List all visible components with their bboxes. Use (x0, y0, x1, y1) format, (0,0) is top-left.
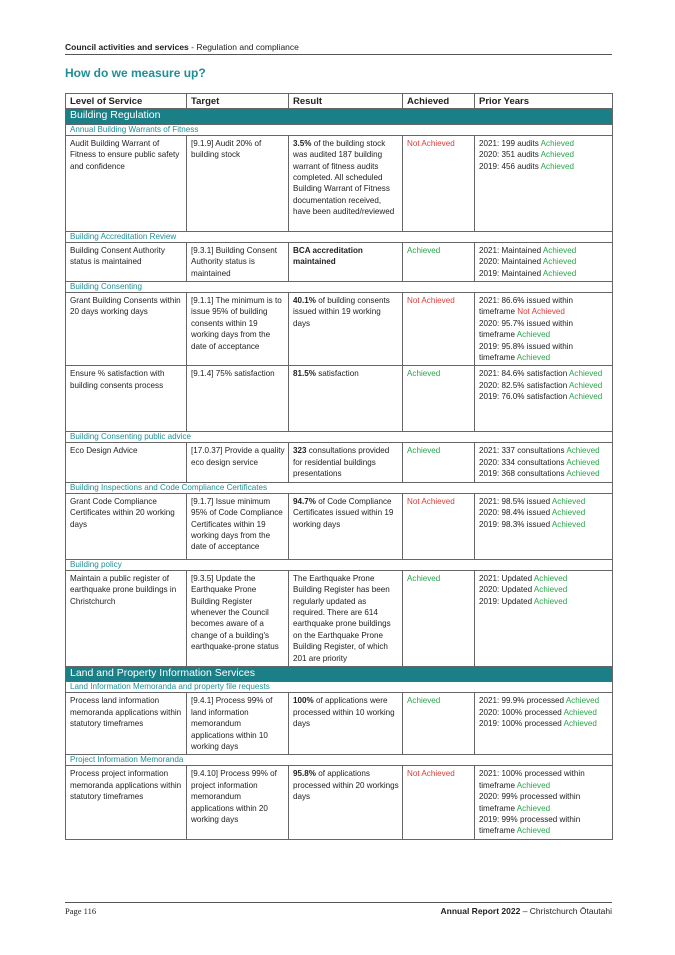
prior-year-status: Achieved (563, 719, 597, 729)
table-row (66, 135, 613, 231)
prior-year-line (479, 295, 609, 318)
prior-year-text: 2020: 100% processed (479, 707, 564, 717)
level-of-service-cell: Audit Building Warrant of Fitness to ensure public safety and confidence (66, 135, 187, 231)
prior-year-text: 2021: 98.5% issued (479, 496, 552, 506)
prior-year-line (479, 318, 609, 341)
result-text: satisfaction (315, 369, 359, 379)
prior-year-text: 2020: 99% processed within timeframe (479, 792, 581, 813)
table-row (66, 242, 613, 281)
group-row (66, 755, 613, 766)
prior-year-status: Achieved (566, 446, 600, 456)
table-row (66, 293, 613, 366)
prior-year-line (479, 507, 609, 518)
result-highlight: 95.8% (293, 769, 316, 779)
prior-year-text: 2019: 76.0% satisfaction (479, 392, 569, 402)
table-row (66, 366, 613, 432)
result-highlight: 94.7% (293, 496, 316, 506)
target-cell: [9.1.1] The minimum is to issue 95% of building consents within 19 working days from the date of acceptance (187, 293, 289, 366)
result-cell (289, 493, 403, 559)
result-text: of Code Compliance Certificates issued within 19 working days (293, 496, 394, 529)
level-of-service-cell: Building Consent Authority status is maintained (66, 242, 187, 281)
result-text: consultations provided for residential buildings presentations (293, 446, 390, 479)
table-row (66, 766, 613, 839)
col-header: Target (187, 94, 289, 109)
prior-years-cell (475, 366, 613, 432)
prior-year-text: 2021: 337 consultations (479, 446, 567, 456)
result-cell (289, 570, 403, 666)
achieved-cell: Not Achieved (403, 135, 475, 231)
prior-year-text: 2020: 95.7% issued within timeframe (479, 318, 574, 340)
header-subsection: - Regulation and compliance (188, 42, 299, 52)
achieved-cell: Not Achieved (403, 766, 475, 839)
target-cell: [9.1.4] 75% satisfaction (187, 366, 289, 432)
prior-year-text: 2021: 199 audits (479, 138, 541, 148)
prior-year-line (479, 268, 609, 279)
prior-years-cell (475, 693, 613, 755)
prior-year-status: Achieved (542, 257, 577, 267)
result-cell (289, 693, 403, 755)
target-cell: [9.4.1] Process 99% of land information memorandum applications within 10 working days (187, 693, 289, 755)
target-cell: [9.1.7] Issue minimum 95% of Code Compliance Certificates within 19 working days from the date of acceptance (187, 493, 289, 559)
prior-year-line (479, 161, 609, 172)
prior-year-line (479, 256, 609, 267)
group-row (66, 482, 613, 493)
prior-year-line (479, 814, 609, 837)
service-levels-table (65, 93, 613, 840)
result-highlight: 40.1% (293, 296, 316, 306)
prior-year-text: 2019: 456 audits (479, 161, 541, 171)
prior-year-line (479, 341, 609, 364)
group-title: Building policy (66, 559, 613, 570)
achieved-cell: Achieved (403, 366, 475, 432)
prior-year-line (479, 138, 609, 149)
prior-years-cell (475, 493, 613, 559)
prior-year-text: 2021: 84.6% satisfaction (479, 369, 569, 379)
col-header: Level of Service (66, 94, 187, 109)
prior-year-status: Achieved (533, 573, 568, 583)
prior-year-status: Achieved (540, 150, 574, 160)
prior-year-status: Achieved (540, 161, 574, 171)
prior-year-text: 2020: 82.5% satisfaction (479, 380, 569, 390)
prior-year-status: Achieved (569, 380, 603, 390)
prior-year-text: 2021: Maintained (479, 245, 543, 255)
prior-year-line (479, 149, 609, 160)
prior-year-line (479, 791, 609, 814)
achieved-cell: Achieved (403, 242, 475, 281)
prior-year-text: 2019: 95.8% issued within timeframe (479, 341, 574, 363)
prior-year-status: Not Achieved (517, 307, 565, 317)
prior-year-line (479, 368, 609, 379)
col-header: Result (289, 94, 403, 109)
prior-year-line (479, 468, 609, 479)
prior-year-text: 2020: Updated (479, 585, 534, 595)
target-cell: [9.3.1] Building Consent Authority status is maintained (187, 242, 289, 281)
report-title (441, 906, 612, 916)
prior-year-status: Achieved (516, 826, 551, 836)
achieved-cell: Not Achieved (403, 293, 475, 366)
group-row (66, 682, 613, 693)
result-cell (289, 366, 403, 432)
group-title: Land Information Memoranda and property file requests (66, 682, 613, 693)
level-of-service-cell: Grant Building Consents within 20 days working days (66, 293, 187, 366)
prior-year-line (479, 445, 609, 456)
result-text: of building consents issued within 19 working days (293, 296, 390, 328)
col-header: Achieved (403, 94, 475, 109)
achieved-cell: Achieved (403, 570, 475, 666)
prior-year-text: 2019: Maintained (479, 268, 543, 278)
prior-year-status: Achieved (565, 696, 600, 706)
prior-year-status: Achieved (569, 369, 603, 379)
prior-year-status: Achieved (516, 780, 551, 790)
header-section: Council activities and services (65, 42, 189, 52)
prior-year-line (479, 695, 609, 706)
prior-year-status: Achieved (542, 245, 577, 255)
level-of-service-cell: Ensure % satisfaction with building consents process (66, 366, 187, 432)
running-header (65, 42, 299, 52)
prior-year-line (479, 573, 609, 584)
prior-year-status: Achieved (516, 353, 551, 363)
achieved-cell: Achieved (403, 693, 475, 755)
section-row (66, 109, 613, 124)
prior-year-line (479, 718, 609, 729)
prior-year-line (479, 391, 609, 402)
prior-year-status: Achieved (516, 803, 551, 813)
prior-year-text: 2019: 368 consultations (479, 469, 567, 479)
prior-years-cell (475, 570, 613, 666)
prior-year-text: 2020: Maintained (479, 257, 543, 267)
target-cell: [9.3.5] Update the Earthquake Prone Building Register whenever the Council becomes aware of a change of a building's earthquake-prone status (187, 570, 289, 666)
prior-year-status: Achieved (566, 469, 600, 479)
result-cell (289, 242, 403, 281)
prior-year-status: Achieved (551, 519, 586, 529)
prior-year-text: 2020: 334 consultations (479, 457, 567, 467)
group-title: Building Inspections and Code Compliance Certificates (66, 482, 613, 493)
result-text: The Earthquake Prone Building Register has been regularly updated as required. There are 614 earthquake prone buildings on the Earthquake Prone Building Register, of which 201 are priority (293, 573, 391, 663)
level-of-service-cell: Process land information memoranda applications within statutory timeframes (66, 693, 187, 755)
table-row (66, 493, 613, 559)
prior-year-status: Achieved (542, 268, 577, 278)
section-row (66, 666, 613, 681)
report-place: – Christchurch Ōtautahi (520, 906, 612, 916)
prior-year-text: 2021: 100% processed within timeframe (479, 769, 585, 790)
prior-year-status: Achieved (563, 707, 597, 717)
table-row (66, 693, 613, 755)
prior-year-status: Achieved (533, 585, 568, 595)
prior-year-line (479, 596, 609, 607)
prior-year-text: 2019: 98.3% issued (479, 519, 552, 529)
table-header-row (66, 94, 613, 109)
target-cell: [9.4.10] Process 99% of project information memorandum applications within 20 working days (187, 766, 289, 839)
result-highlight: 3.5% (293, 138, 312, 148)
prior-year-line (479, 768, 609, 791)
report-name: Annual Report 2022 (440, 906, 521, 916)
prior-year-status: Achieved (516, 330, 551, 340)
level-of-service-cell: Eco Design Advice (66, 443, 187, 482)
result-highlight: BCA accreditation maintained (293, 245, 363, 267)
prior-years-cell (475, 135, 613, 231)
table-row (66, 443, 613, 482)
header-rule (65, 54, 612, 55)
prior-year-line (479, 519, 609, 530)
section-title: Land and Property Information Services (66, 666, 613, 681)
page-title: How do we measure up? (65, 66, 206, 80)
result-text: of the building stock was audited 187 building warrant of fitness audits completed. All scheduled Building Warrant of Fitness documentation received, have been audited/reviewed (293, 138, 395, 217)
result-highlight: 323 (293, 446, 307, 456)
group-row (66, 282, 613, 293)
group-row (66, 432, 613, 443)
prior-year-line (479, 707, 609, 718)
page-number: Page 116 (65, 906, 97, 916)
prior-year-text: 2021: Updated (479, 573, 534, 583)
col-header: Prior Years (475, 94, 613, 109)
prior-year-status: Achieved (551, 508, 586, 518)
result-cell (289, 135, 403, 231)
prior-year-status: Achieved (540, 138, 574, 148)
section-title: Building Regulation (66, 109, 613, 124)
prior-year-text: 2020: 351 audits (479, 150, 541, 160)
prior-year-line (479, 457, 609, 468)
result-text: of applications were processed within 10 working days (293, 696, 395, 729)
target-cell: [9.1.9] Audit 20% of building stock (187, 135, 289, 231)
prior-year-text: 2021: 86.6% issued within timeframe (479, 296, 574, 317)
prior-year-status: Achieved (566, 457, 600, 467)
prior-year-status: Achieved (551, 496, 586, 506)
group-row (66, 231, 613, 242)
prior-year-status: Achieved (533, 596, 568, 606)
prior-year-text: 2019: 100% processed (479, 719, 564, 729)
prior-year-text: 2019: 99% processed within timeframe (479, 815, 581, 836)
target-cell: [17.0.37] Provide a quality eco design service (187, 443, 289, 482)
result-highlight: 100% (293, 696, 314, 706)
prior-year-line (479, 380, 609, 391)
prior-years-cell (475, 293, 613, 366)
prior-year-line (479, 245, 609, 256)
level-of-service-cell: Grant Code Compliance Certificates within 20 working days (66, 493, 187, 559)
prior-year-line (479, 584, 609, 595)
footer-rule (65, 902, 612, 903)
level-of-service-cell: Maintain a public register of earthquake prone buildings in Christchurch (66, 570, 187, 666)
achieved-cell: Achieved (403, 443, 475, 482)
prior-year-text: 2021: 99.9% processed (479, 696, 566, 706)
group-title: Annual Building Warrants of Fitness (66, 124, 613, 135)
achieved-cell: Not Achieved (403, 493, 475, 559)
prior-year-text: 2019: Updated (479, 596, 534, 606)
prior-year-status: Achieved (569, 392, 603, 402)
group-title: Project Information Memoranda (66, 755, 613, 766)
prior-years-cell (475, 242, 613, 281)
table-body (66, 109, 613, 839)
group-title: Building Consenting public advice (66, 432, 613, 443)
result-cell (289, 766, 403, 839)
prior-years-cell (475, 443, 613, 482)
prior-year-line (479, 496, 609, 507)
result-highlight: 81.5% (293, 369, 316, 379)
table-row (66, 570, 613, 666)
group-row (66, 124, 613, 135)
group-title: Building Consenting (66, 282, 613, 293)
result-text: of applications processed within 20 workings days (293, 769, 399, 802)
group-title: Building Accreditation Review (66, 231, 613, 242)
result-cell (289, 293, 403, 366)
group-row (66, 559, 613, 570)
prior-years-cell (475, 766, 613, 839)
prior-year-text: 2020: 98.4% issued (479, 508, 552, 518)
level-of-service-cell: Process project information memoranda applications within statutory timeframes (66, 766, 187, 839)
result-cell (289, 443, 403, 482)
